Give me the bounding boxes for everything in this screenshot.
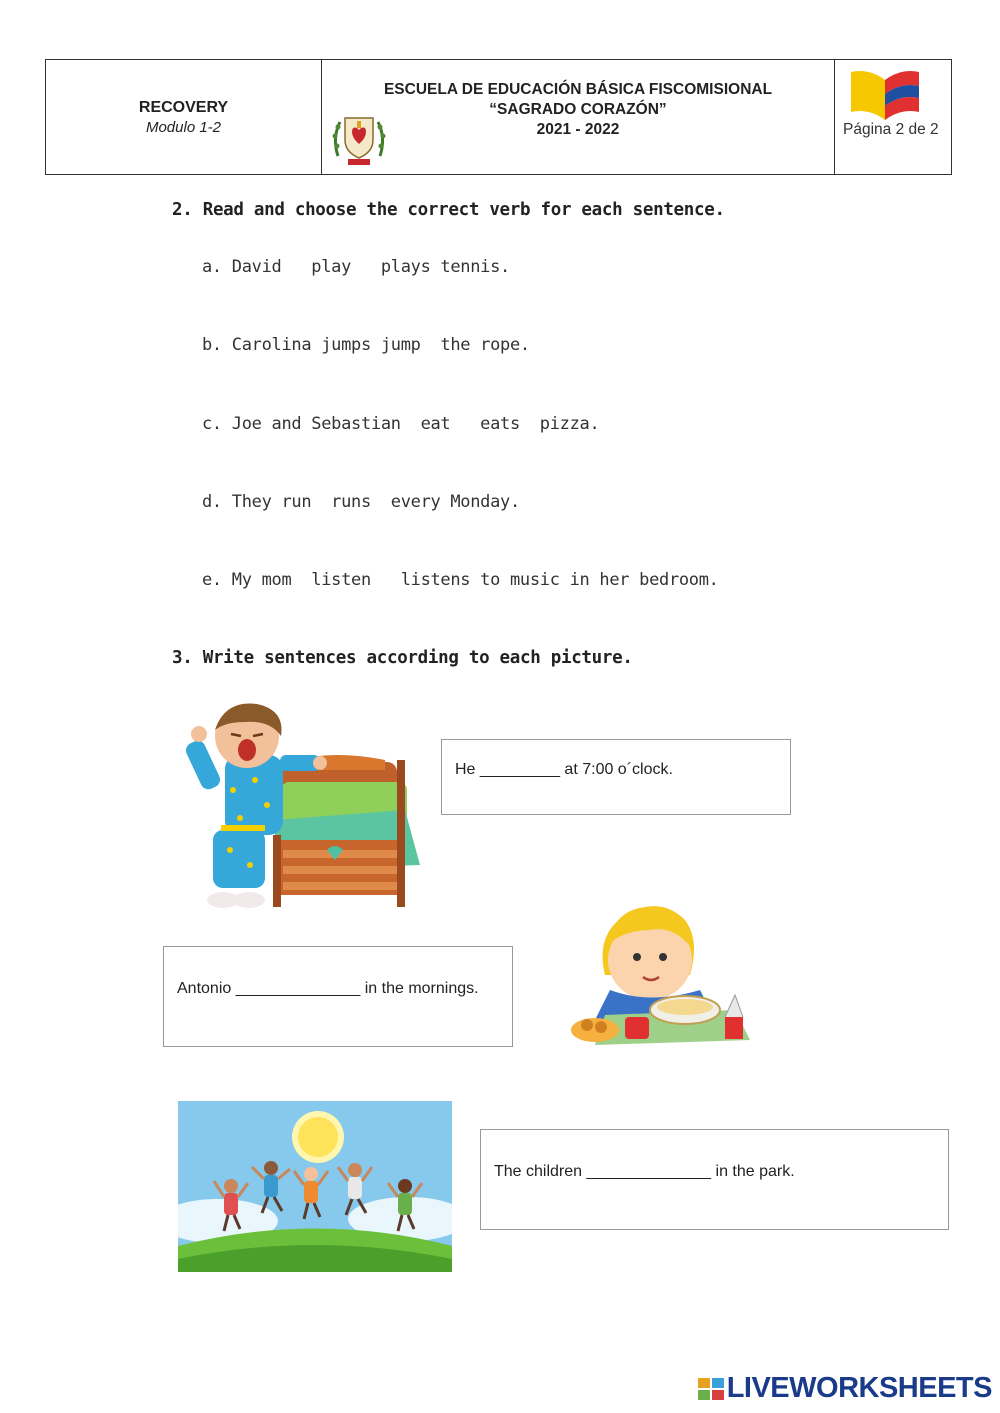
liveworksheets-brand [698,1372,992,1405]
school-year: 2021 - 2022 [536,121,620,138]
ministry-book-logo-icon [849,66,921,124]
school-line-2: “SAGRADO CORAZÓN” [489,101,667,118]
sentence-1: He _________ at 7:00 o´clock. [455,761,673,778]
school-line-1: ESCUELA DE EDUCACIÓN BÁSICA FISCOMISIONAL [383,81,773,98]
header-title-cell [46,60,322,174]
school-seal-icon [330,110,388,168]
task-2-item-b[interactable]: b. Carolina jumps jump the rope. [202,335,530,355]
boy-eating-breakfast-illustration [565,895,760,1055]
school-name [322,80,834,140]
answer-box-2[interactable] [163,946,513,1047]
liveworksheets-logo-icon [698,1378,724,1400]
header-school-cell [322,60,835,174]
boy-waking-up-illustration [185,700,430,915]
brand-text: LIVEWORKSHEETS [726,1372,992,1404]
worksheet-title: RECOVERY [138,98,229,116]
task-2-item-e[interactable]: e. My mom listen listens to music in her bedroom. [202,570,719,590]
header-page-cell [835,60,951,174]
task-2-item-d[interactable]: d. They run runs every Monday. [202,492,520,512]
page-number: Página 2 de 2 [843,121,939,138]
sentence-2: Antonio ______________ in the mornings. [177,980,479,997]
task-2-item-c[interactable]: c. Joe and Sebastian eat eats pizza. [202,414,600,434]
sentence-3: The children ______________ in the park. [494,1163,795,1180]
header-table [45,59,952,175]
task-2-instruction: 2. Read and choose the correct verb for each sentence. [172,200,725,220]
task-2-item-a[interactable]: a. David play plays tennis. [202,257,510,277]
answer-box-3[interactable] [480,1129,949,1230]
answer-box-1[interactable] [441,739,791,815]
children-jumping-park-illustration [178,1101,452,1272]
module-label: Modulo 1-2 [145,118,222,136]
task-3-instruction: 3. Write sentences according to each picture. [172,648,633,668]
